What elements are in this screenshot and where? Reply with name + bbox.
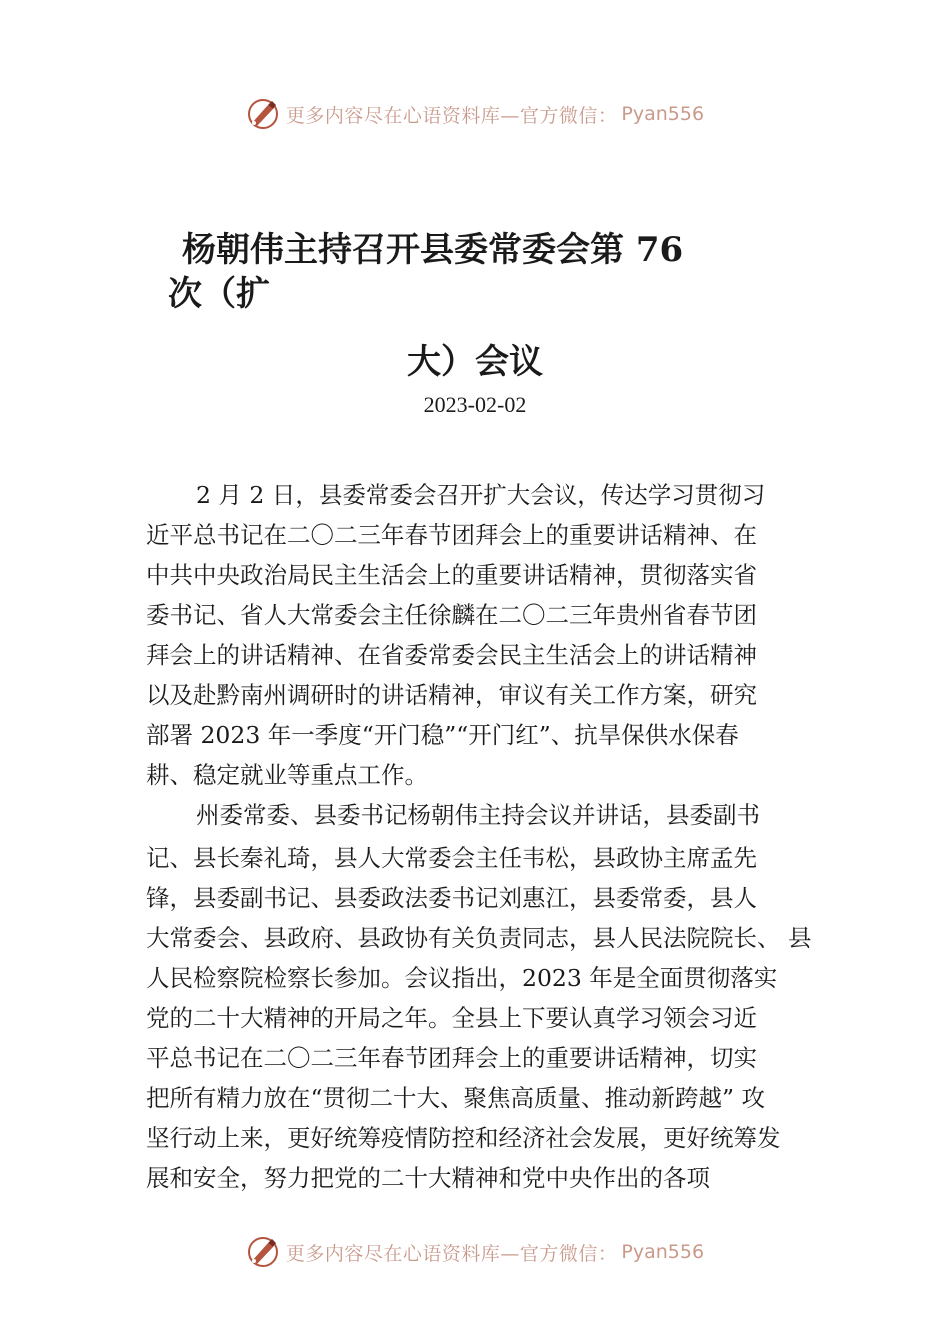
pen-logo-icon bbox=[246, 1235, 280, 1269]
article-title-line-1: 杨朝伟主持召开县委常委会第 76 bbox=[182, 230, 684, 270]
banner-text: 更多内容尽在心语资料库—官方微信： bbox=[285, 104, 618, 127]
body-line: 委书记、省人大常委会主任徐麟在二〇二三年贵州省春节团 bbox=[146, 601, 757, 629]
body-line: 2 月 2 日，县委常委会召开扩大会议，传达学习贯彻习 bbox=[196, 481, 766, 509]
body-line: 州委常委、县委书记杨朝伟主持会议并讲话，县委副书 bbox=[196, 801, 760, 829]
body-line: 以及赴黔南州调研时的讲话精神，审议有关工作方案，研究 bbox=[146, 681, 757, 709]
body-line: 把所有精力放在“贯彻二十大、聚焦高质量、推动新跨越” 攻 bbox=[146, 1084, 765, 1112]
body-line: 大常委会、县政府、县政协有关负责同志，县人民法院院长、 县 bbox=[146, 924, 812, 952]
banner-text: 更多内容尽在心语资料库—官方微信： bbox=[285, 1242, 618, 1265]
body-line: 坚行动上来，更好统筹疫情防控和经济社会发展，更好统筹发 bbox=[146, 1124, 781, 1152]
body-line: 平总书记在二〇二三年春节团拜会上的重要讲话精神，切实 bbox=[146, 1044, 757, 1072]
pen-logo-icon bbox=[246, 97, 280, 131]
banner-wechat-id: Pyan556 bbox=[621, 1241, 705, 1263]
body-line: 中共中央政治局民主生活会上的重要讲话精神，贯彻落实省 bbox=[146, 561, 757, 589]
banner-wechat-id: Pyan556 bbox=[621, 103, 705, 125]
header-watermark-banner bbox=[0, 94, 950, 134]
body-line: 近平总书记在二〇二三年春节团拜会上的重要讲话精神、在 bbox=[146, 521, 757, 549]
body-line: 展和安全，努力把党的二十大精神和党中央作出的各项 bbox=[146, 1164, 710, 1192]
body-line: 锋，县委副书记、县委政法委书记刘惠江，县委常委，县人 bbox=[146, 884, 757, 912]
body-line: 部署 2023 年一季度“开门稳”“开门红”、抗旱保供水保春 bbox=[146, 721, 739, 749]
article-title-line-2: 次（扩 bbox=[168, 274, 270, 314]
footer-watermark-banner bbox=[0, 1232, 950, 1272]
body-line: 人民检察院检察长参加。会议指出，2023 年是全面贯彻落实 bbox=[146, 964, 778, 992]
body-line: 耕、稳定就业等重点工作。 bbox=[146, 761, 428, 789]
body-line: 拜会上的讲话精神、在省委常委会民主生活会上的讲话精神 bbox=[146, 641, 757, 669]
article-date: 2023-02-02 bbox=[423, 392, 527, 417]
body-line: 记、县长秦礼琦，县人大常委会主任韦松，县政协主席孟先 bbox=[146, 844, 757, 872]
article-title-line-3: 大）会议 bbox=[407, 342, 543, 382]
body-line: 党的二十大精神的开局之年。全县上下要认真学习领会习近 bbox=[146, 1004, 757, 1032]
